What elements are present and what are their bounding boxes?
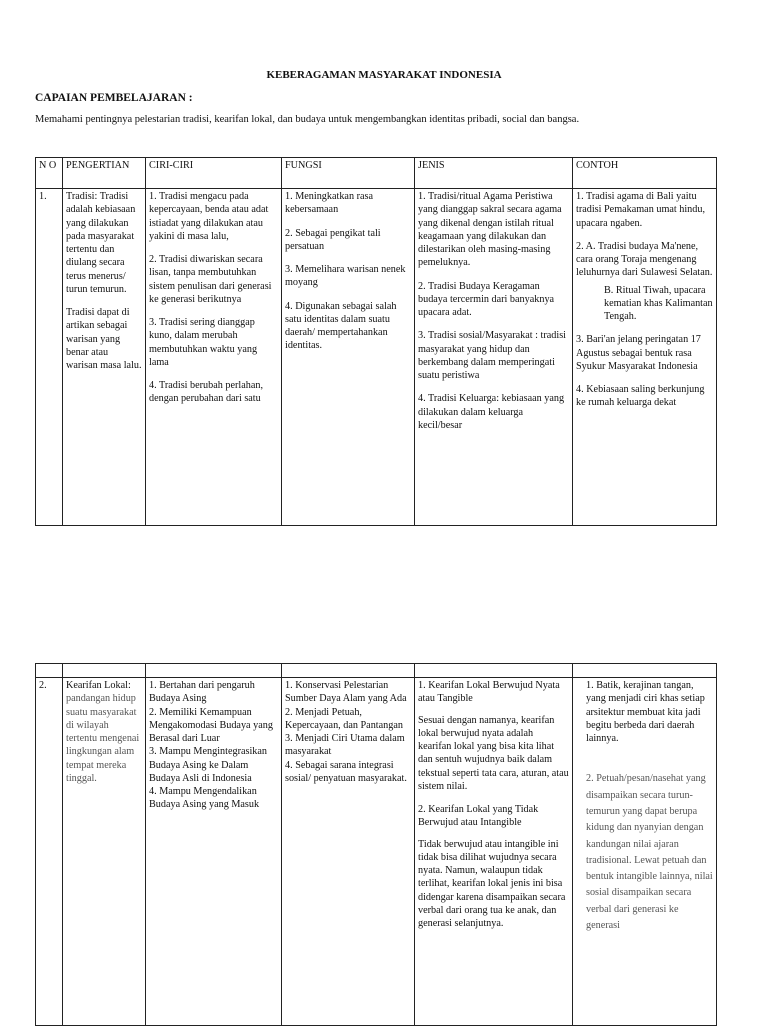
table-header-row [36,158,717,189]
list-item: 2. Menjadi Petuah, Kepercayaan, dan Pantangan [285,706,403,731]
header-contoh: CONTOH [573,158,717,189]
list-item: 2. Tradisi diwariskan secara lisan, tanpa membutuhkan sistem penulisan dari generasi ke generasi berikutnya [149,254,272,305]
list-item: 3. Bari'an jelang peringatan 17 Agustus sebagai bentuk rasa Syukur Masyarakat Indonesia [576,334,701,372]
list-item: 4. Tradisi Keluarga: kebiasaan yang dilakukan dalam keluarga kecil/besar [418,393,565,431]
list-item: 3. Tradisi sosial/Masyarakat : tradisi masyarakat yang hidup dan berkembang dalam memperingati suatu peristiwa [418,330,566,381]
intro-text: Memahami pentingnya pelestarian tradisi, kearifan lokal, dan budaya untuk mengembangkan identitas pribadi, social dan bangsa. [35,114,580,125]
empty-header-cell [415,664,573,678]
list-item: 3. Mampu Mengintegrasikan Budaya Asing ke Dalam Budaya Asli di Indonesia [149,746,267,784]
row-number: 2. [36,678,63,1026]
pengertian-text: Tradisi dapat di artikan sebagai warisan yang benar atau warisan masa lalu. [66,307,142,371]
pengertian-text: Tradisi: Tradisi adalah kebiasaan yang dilakukan pada masyarakat tertentu dan diulang secara terus menerus/ turun temurun. [66,191,136,295]
row-number: 1. [36,189,63,526]
empty-header-cell [63,664,146,678]
list-item: 3. Memelihara warisan nenek moyang [285,264,406,289]
contoh-cell [573,189,717,526]
empty-header-cell [146,664,282,678]
list-item: 4. Tradisi berubah perlahan, dengan perubahan dari satu [149,380,264,405]
list-item: 1. Konservasi Pelestarian Sumber Daya Alam yang Ada [285,680,407,705]
list-item: 2. Tradisi Budaya Keragaman budaya tercermin dari banyaknya upacara adat. [418,280,555,318]
header-ciri: CIRI-CIRI [146,158,282,189]
list-item: 1. Meningkatkan rasa kebersamaan [285,191,373,216]
header-no: N O [36,158,63,189]
section-label: CAPAIAN PEMBELAJARAN : [35,92,193,104]
list-item: 2. Kearifan Lokal yang Tidak Berwujud atau Intangible [418,804,539,829]
list-item: 2. Petuah/pesan/nasehat yang disampaikan secara turun-temurun yang dapat berupa kidung dan nyanyian dengan kandungan nilai ajaran tradisional. Lewat petuah dan bentuk intangible lainnya, nilai sosial disampaikan secara verbal dari generasi ke generasi [586,773,713,932]
ciri-cell [146,189,282,526]
empty-header-cell [573,664,717,678]
fungsi-cell [282,678,415,1026]
list-item: 1. Tradisi agama di Bali yaitu tradisi Pemakaman umat hindu, upacara ngaben. [576,191,706,229]
pengertian-title: Kearifan Lokal: [66,680,131,691]
table-row [36,189,717,526]
list-item: 4. Kebiasaan saling berkunjung ke rumah keluarga dekat [576,384,705,409]
list-item: B. Ritual Tiwah, upacara kematian khas Kalimantan Tengah. [604,284,713,322]
pengertian-cell [63,678,146,1026]
ciri-cell [146,678,282,1026]
list-item: 2. Sebagai pengikat tali persatuan [285,227,381,252]
list-item: 1. Tradisi/ritual Agama Peristiwa yang dianggap sakral secara agama yang dikenal dengan istilah ritual keagamaan yang dilakukan dan dilestarikan oleh masing-masing pemeluknya. [418,191,562,269]
empty-header-cell [36,664,63,678]
header-fungsi: FUNGSI [282,158,415,189]
list-item: 2. Memiliki Kemampuan Mengakomodasi Budaya yang Berasal dari Luar [149,706,273,744]
jenis-cell [415,678,573,1026]
list-item: 3. Tradisi sering dianggap kuno, dalam merubah membutuhkan waktu yang lama [149,317,258,368]
jenis-cell [415,189,573,526]
kearifan-table [35,663,717,1026]
list-item: 4. Sebagai sarana integrasi sosial/ penyatuan masyarakat. [285,759,407,784]
header-jenis: JENIS [415,158,573,189]
table-row [36,678,717,1026]
list-item: 1. Bertahan dari pengaruh Budaya Asing [149,680,255,705]
list-item: 1. Kearifan Lokal Berwujud Nyata atau Tangible [418,680,560,705]
document-title: KEBERAGAMAN MASYARAKAT INDONESIA [266,69,502,81]
list-item: 3. Menjadi Ciri Utama dalam masyarakat [285,733,405,758]
list-item: 1. Tradisi mengacu pada kepercayaan, benda atau adat istiadat yang dilakukan atau yakini di masa lalu, [149,191,269,242]
list-item: 4. Mampu Mengendalikan Budaya Asing yang Masuk [149,786,260,811]
pengertian-cell [63,189,146,526]
fungsi-cell [282,189,415,526]
list-item: 1. Batik, kerajinan tangan, yang menjadi ciri khas setiap arsitektur membuat kita jadi begitu berbeda dari daerah lainnya. [586,680,705,744]
table-header-row [36,664,717,678]
empty-header-cell [282,664,415,678]
jenis-paragraph: Sesuai dengan namanya, kearifan lokal berwujud nyata adalah kearifan lokal yang bisa kita lihat dan sentuh wujudnya baik dalam tekstual seperti tata cara, aturan, atau sistem nilai. [418,714,569,792]
header-pengertian: PENGERTIAN [63,158,146,189]
contoh-cell [573,678,717,1026]
list-item: 4. Digunakan sebagai salah satu identitas dalam suatu daerah/ mempertahankan identitas. [285,300,397,352]
pengertian-text: pandangan hidup suatu masyarakat di wilayah tertentu mengenai lingkungan alam tempat mereka tinggal. [66,693,140,784]
list-item: 2. A. Tradisi budaya Ma'nene, cara orang Toraja mengenang leluhurnya dari Sulawesi Selatan. [576,240,713,279]
tradisi-table [35,157,717,526]
jenis-paragraph: Tidak berwujud atau intangible ini tidak bisa dilihat wujudnya secara nyata. Namun, walaupun tidak terlihat, kearifan lokal jenis ini bisa didengar karena disampaikan secara verbal dari orang tua ke anak, dan generasi selanjutnya. [418,838,566,929]
